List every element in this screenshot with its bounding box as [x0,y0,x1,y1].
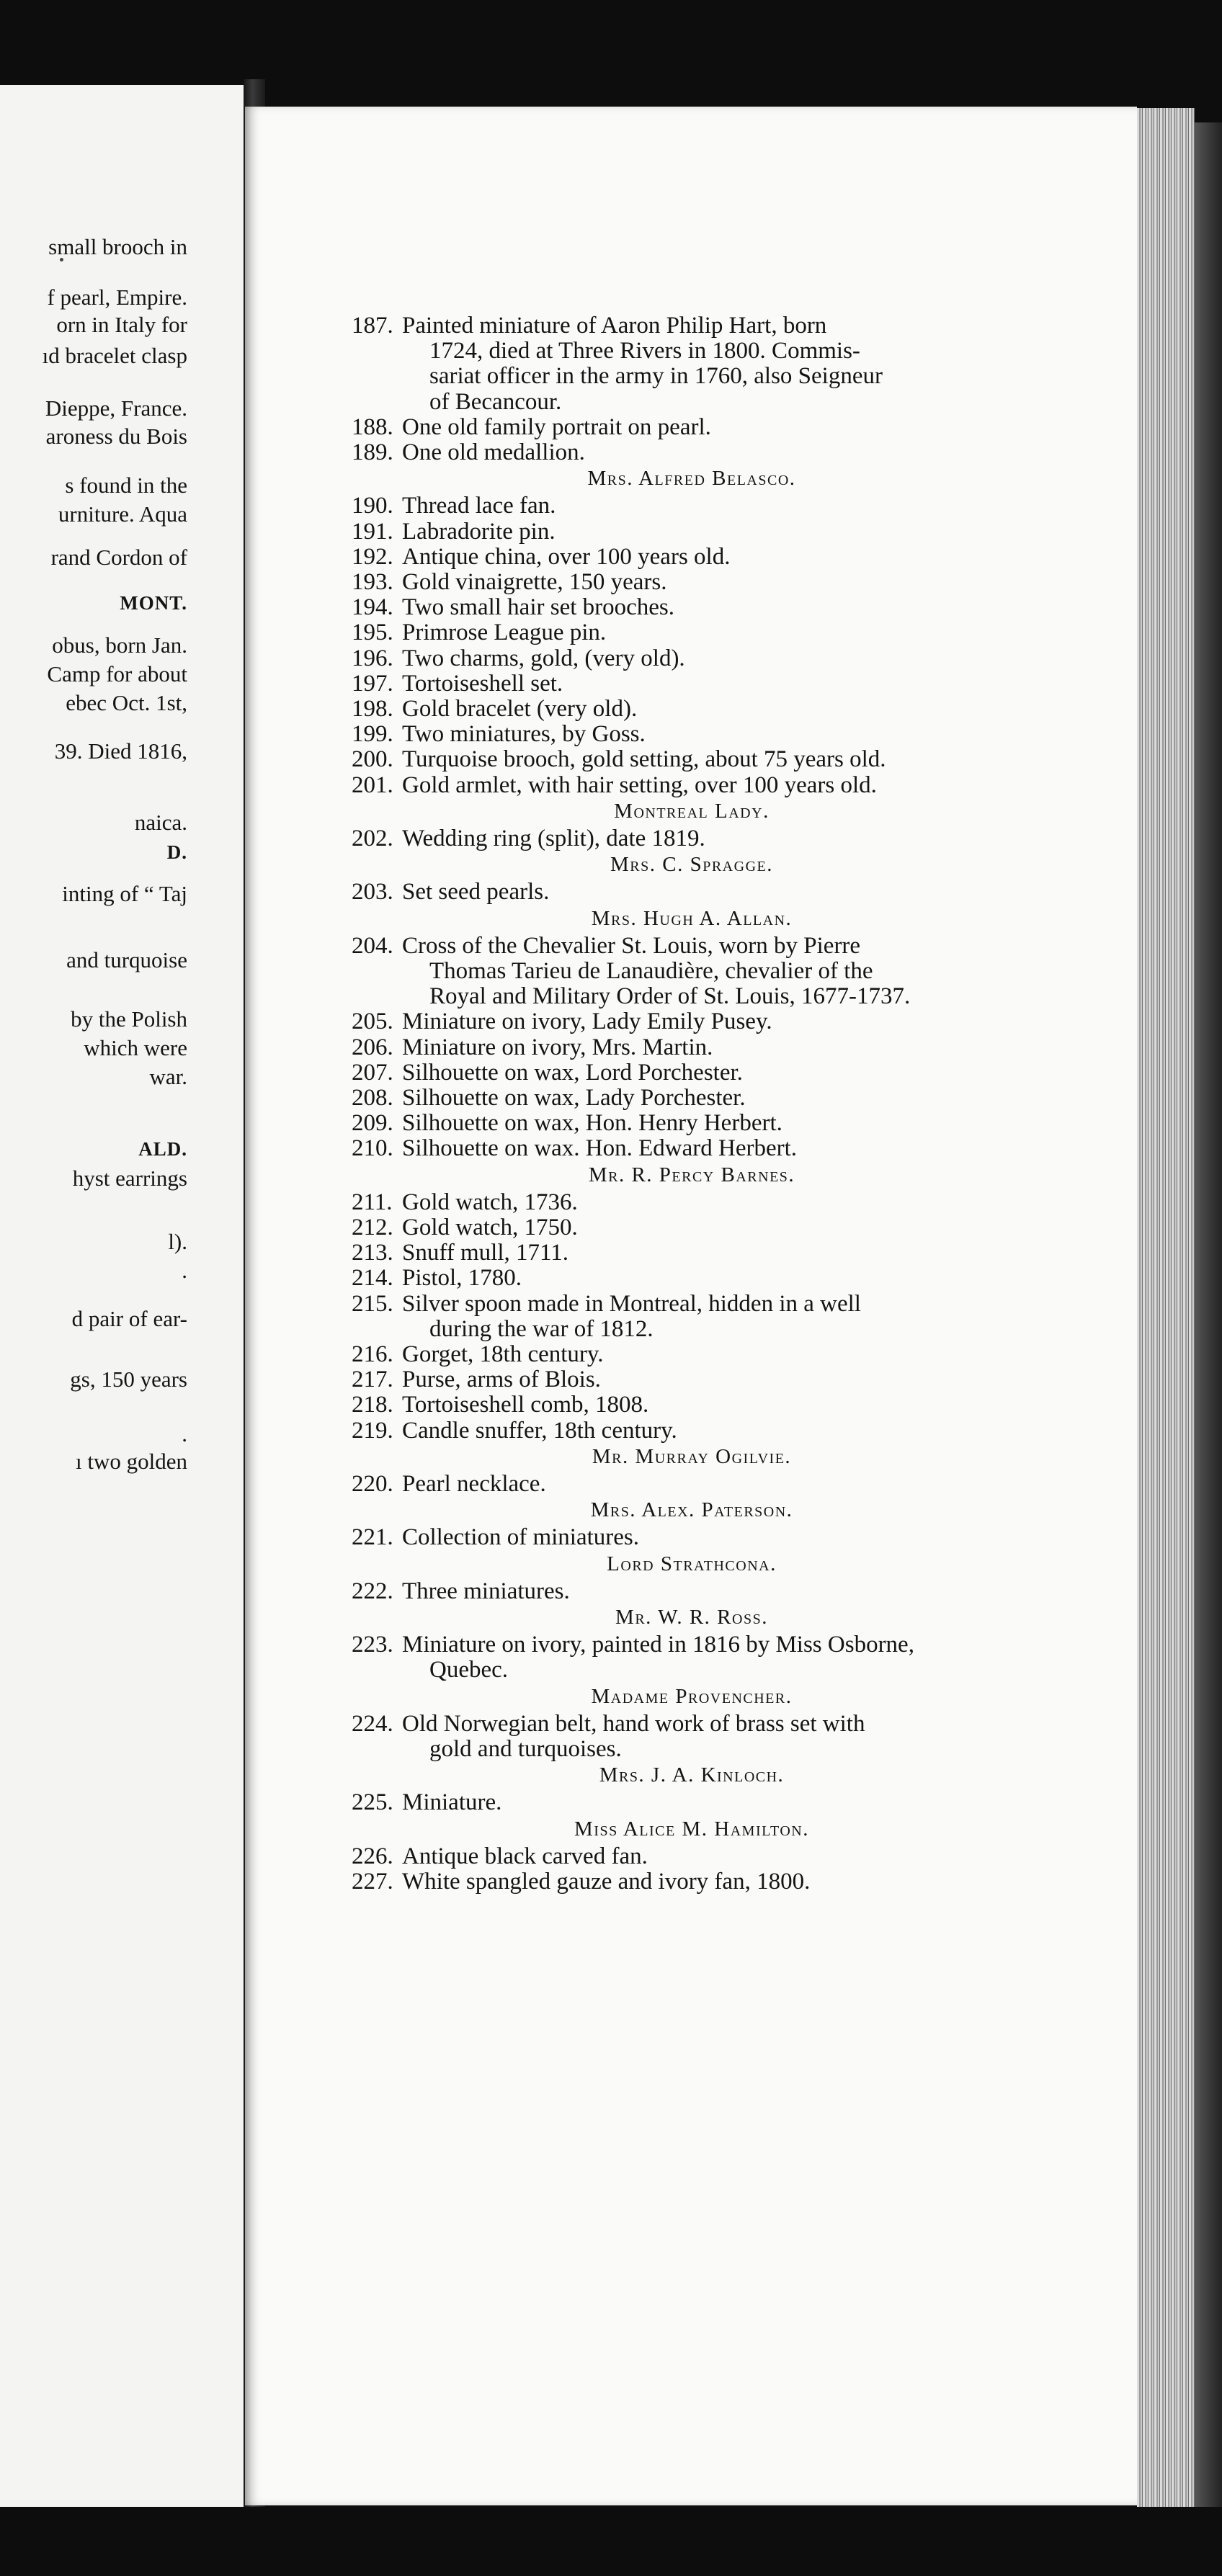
item-description: Pistol, 1780. [402,1265,522,1292]
left-page-line: l). [168,1229,187,1254]
item-description: Thread lace fan. [402,493,556,519]
item-number: 224. [352,1710,393,1737]
left-page-line: ı two golden [76,1449,187,1474]
left-page-line: rand Cordon of [50,545,187,570]
item-description: Gold watch, 1750. [402,1215,578,1240]
donor-heading: Mrs. Alfred Belasco. [587,467,796,491]
item-description: Two charms, gold, (very old). [402,645,685,671]
item-description: Miniature on ivory, Lady Emily Pusey. [402,1009,772,1035]
item-number: 200. [352,746,393,773]
item-number: 189. [352,439,393,465]
item-description: Set seed pearls. [402,879,550,905]
item-description: Gold bracelet (very old). [402,696,638,722]
item-number: 212. [352,1215,393,1240]
item-number: 226. [352,1843,393,1869]
item-description: Two miniatures, by Goss. [402,721,646,748]
item-description-continued: Royal and Military Order of St. Louis, 1677-1737. [429,983,911,1010]
item-description: Labradorite pin. [402,518,556,545]
left-page-line: ALD. [138,1138,187,1160]
item-description: Silhouette on wax, Lady Porchester. [402,1085,746,1111]
item-description-continued: during the war of 1812. [429,1315,654,1342]
page-edges [1137,108,1195,2514]
item-number: 207. [352,1059,393,1086]
donor-heading: Miss Alice M. Hamilton. [574,1817,809,1841]
left-page-line: d pair of ear- [71,1306,187,1331]
left-page-line: inting of “ Taj [62,881,187,906]
left-page-line: naica. [134,810,187,835]
item-number: 227. [352,1869,393,1895]
background-band [0,2507,1222,2576]
item-number: 225. [352,1789,393,1816]
item-description: Purse, arms of Blois. [402,1367,601,1393]
item-number: 201. [352,772,393,798]
item-description: Primrose League pin. [402,620,607,646]
donor-heading: Mrs. Hugh A. Allan. [591,906,793,930]
item-number: 223. [352,1632,393,1658]
item-number: 187. [352,313,393,339]
item-description: One old family portrait on pearl. [402,413,711,440]
left-page-line: . [182,1421,187,1446]
item-description-continued: gold and turquoises. [429,1736,622,1762]
item-description-continued: Quebec. [429,1657,509,1683]
left-page-line: . [182,1258,187,1283]
item-number: 191. [352,518,393,545]
right-page [245,107,1137,2505]
left-page-line: by the Polish [71,1006,187,1032]
item-number: 203. [352,879,393,905]
item-number: 192. [352,543,393,570]
item-number: 198. [352,696,393,722]
item-description: Cross of the Chevalier St. Louis, worn by Pierre [402,932,861,959]
item-description: Gold watch, 1736. [402,1189,578,1215]
item-description: Gold armlet, with hair setting, over 100 years old. [402,772,877,798]
item-description: Collection of miniatures. [402,1524,640,1551]
item-number: 208. [352,1085,393,1111]
item-description: Pearl necklace. [402,1471,546,1497]
left-page [0,85,246,2507]
donor-heading: Mrs. Alex. Paterson. [590,1498,793,1522]
donor-heading: Mrs. J. A. Kinloch. [599,1763,785,1787]
item-description: Wedding ring (split), date 1819. [402,826,705,851]
left-page-line: 39. Died 1816, [54,738,187,764]
donor-heading: Madame Provencher. [591,1684,793,1708]
item-number: 213. [352,1240,393,1266]
item-number: 194. [352,594,393,621]
item-description: Silhouette on wax, Hon. Henry Herbert. [402,1110,782,1137]
item-number: 215. [352,1290,393,1317]
item-description: Old Norwegian belt, hand work of brass set with [402,1710,865,1737]
item-description: Silver spoon made in Montreal, hidden in a well [402,1290,861,1317]
item-description: White spangled gauze and ivory fan, 1800. [402,1869,811,1895]
item-description: Miniature on ivory, Mrs. Martin. [402,1034,713,1060]
left-page-line: gs, 150 years [70,1367,187,1392]
item-description: Antique black carved fan. [402,1843,648,1869]
left-page-line: small brooch in [48,234,187,259]
item-number: 195. [352,620,393,646]
item-number: 219. [352,1417,393,1444]
item-number: 190. [352,493,393,519]
left-page-line: MONT. [120,592,187,614]
donor-heading: Lord Strathcona. [607,1552,777,1575]
left-page-line: D. [166,841,187,863]
left-page-line: ıd bracelet clasp [42,343,187,368]
left-page-line: orn in Italy for [56,312,187,337]
item-description: Silhouette on wax, Lord Porchester. [402,1059,743,1086]
left-page-line: aroness du Bois [45,424,187,449]
item-description: Gorget, 18th century. [402,1341,604,1367]
item-number: 205. [352,1009,393,1035]
item-number: 214. [352,1265,393,1292]
item-description: Tortoiseshell set. [402,670,563,697]
item-number: 216. [352,1341,393,1367]
item-number: 220. [352,1471,393,1497]
item-number: 211. [352,1189,393,1215]
item-description: Gold vinaigrette, 150 years. [402,569,667,595]
item-number: 218. [352,1392,393,1418]
book-cover-edge [1195,122,1222,2507]
item-number: 188. [352,413,393,440]
left-page-line: urniture. Aqua [58,501,187,527]
left-page-line: obus, born Jan. [52,632,187,658]
donor-heading: Mrs. C. Spragge. [610,853,773,877]
left-page-line: ebec Oct. 1st, [66,690,187,715]
item-number: 202. [352,826,393,851]
item-description: One old medallion. [402,439,585,465]
item-number: 210. [352,1135,393,1162]
donor-heading: Mr. W. R. Ross. [615,1606,768,1629]
item-description: Painted miniature of Aaron Philip Hart, born [402,313,827,339]
item-number: 197. [352,670,393,697]
item-number: 204. [352,932,393,959]
item-description: Miniature. [402,1789,502,1816]
item-number: 209. [352,1110,393,1137]
item-description: Silhouette on wax. Hon. Edward Herbert. [402,1135,798,1162]
donor-heading: Mr. Murray Ogilvie. [592,1444,792,1468]
item-number: 221. [352,1524,393,1551]
item-number: 222. [352,1578,393,1604]
left-page-line: f pearl, Empire. [47,285,187,310]
item-description-continued: of Becancour. [429,388,562,415]
left-page-line: and turquoise [66,947,187,972]
item-number: 217. [352,1367,393,1393]
item-description-continued: 1724, died at Three Rivers in 1800. Commis- [429,338,860,365]
donor-heading: Mr. R. Percy Barnes. [588,1163,795,1186]
left-page-line: war. [149,1064,187,1089]
item-description-continued: Thomas Tarieu de Lanaudière, chevalier of the [429,958,873,984]
item-description: Two small hair set brooches. [402,594,675,621]
item-description: Tortoiseshell comb, 1808. [402,1392,649,1418]
left-page-line: s found in the [65,473,187,498]
item-description: Candle snuffer, 18th century. [402,1417,677,1444]
item-number: 199. [352,721,393,748]
item-description: Snuff mull, 1711. [402,1240,569,1266]
left-page-line: which were [84,1035,187,1060]
catalogue-entries [245,107,1137,2505]
item-number: 206. [352,1034,393,1060]
item-description-continued: sariat officer in the army in 1760, also Seigneur [429,363,883,390]
left-page-line: hyst earrings [72,1166,187,1191]
item-number: 193. [352,569,393,595]
item-description: Three miniatures. [402,1578,570,1604]
donor-heading: Montreal Lady. [614,799,770,823]
left-page-line: Camp for about [47,661,187,687]
left-page-line: Dieppe, France. [45,395,187,421]
item-number: 196. [352,645,393,671]
item-description: Miniature on ivory, painted in 1816 by Miss Osborne, [402,1632,914,1658]
item-description: Antique china, over 100 years old. [402,543,731,570]
item-description: Turquoise brooch, gold setting, about 75 years old. [402,746,886,773]
